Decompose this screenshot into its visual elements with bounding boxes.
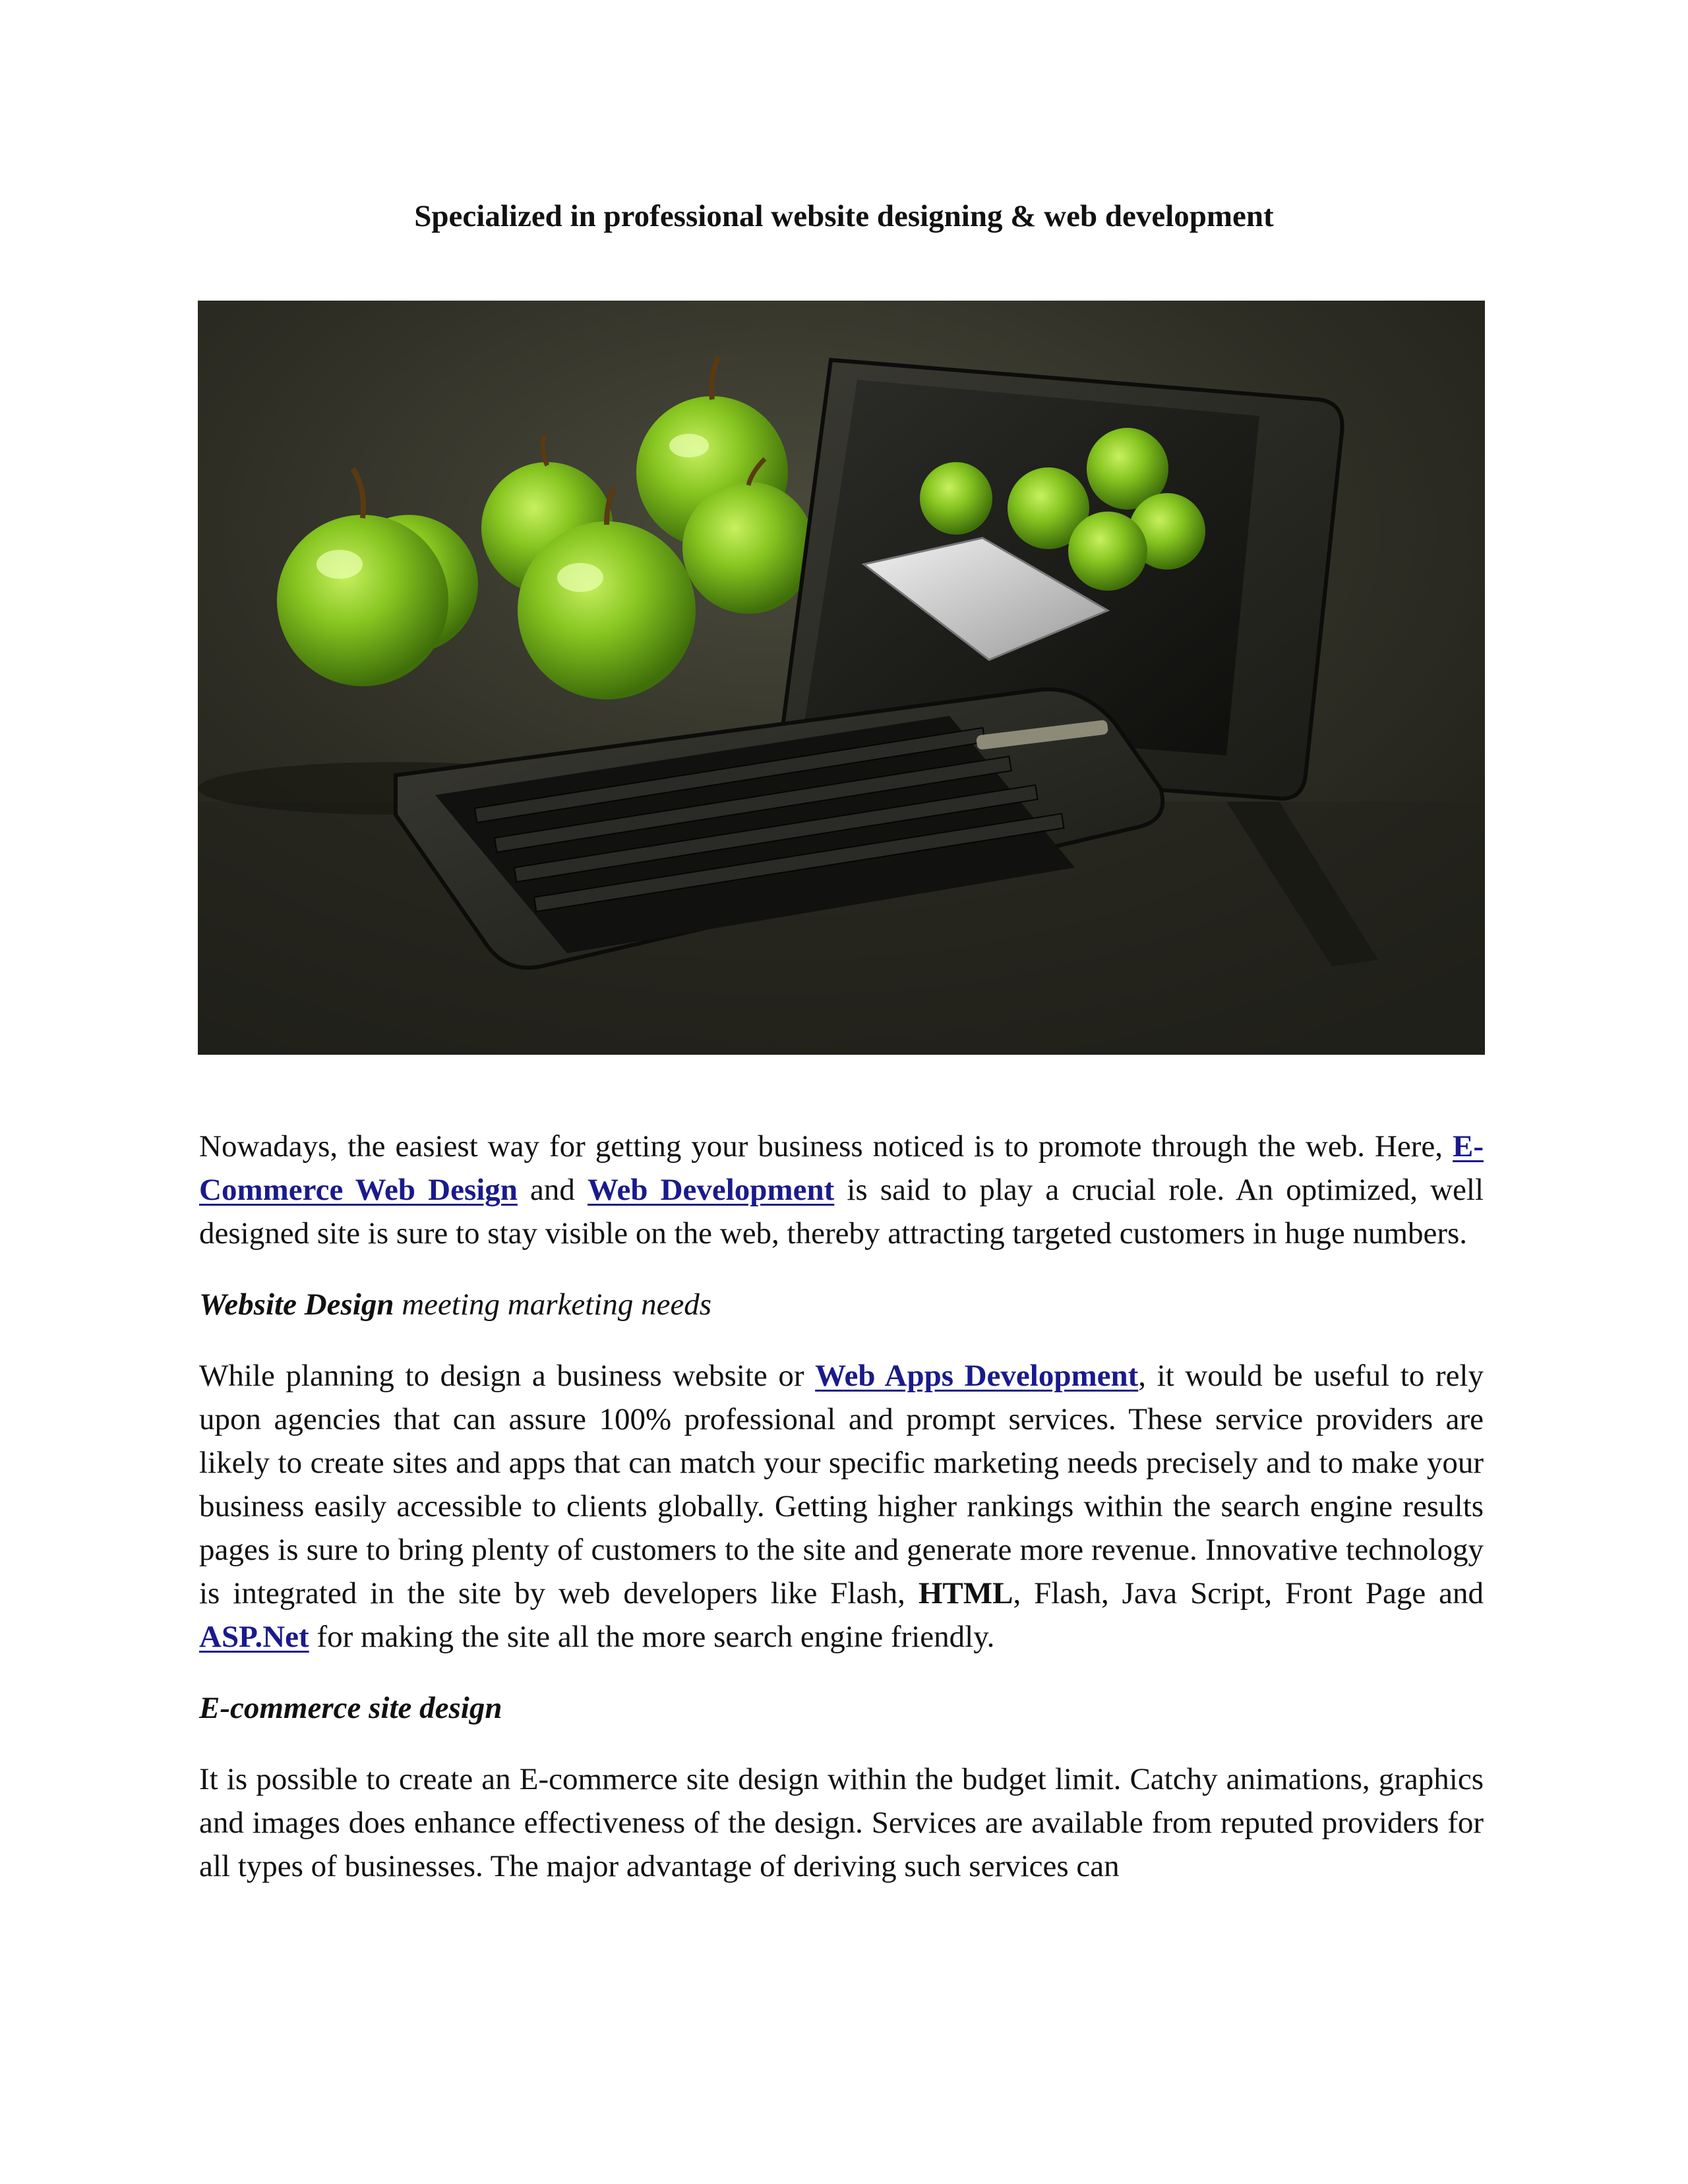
laptop-keyboard-apples-photo-icon bbox=[198, 301, 1485, 1055]
section-heading-bold: Website Design bbox=[199, 1287, 394, 1322]
design-text-1: While planning to design a business website or bbox=[199, 1359, 816, 1393]
ecommerce-paragraph: It is possible to create an E-commerce site design within the budget limit. Catchy animations, graphics and images does enhance effectiveness of the design. Services are available from reputed providers for all types of businesses. The major advantage of deriving such services can bbox=[199, 1762, 1484, 1883]
intro-text-2: and bbox=[517, 1173, 588, 1207]
section-heading-rest: meeting marketing needs bbox=[394, 1287, 712, 1322]
section-heading-ecommerce bbox=[199, 1686, 1484, 1730]
web-apps-development-link[interactable]: Web Apps Development bbox=[815, 1359, 1139, 1393]
section-heading-website-design bbox=[199, 1283, 1484, 1326]
page-title: Specialized in professional website designing & web development bbox=[414, 199, 1274, 233]
web-development-link[interactable]: Web Development bbox=[588, 1173, 835, 1207]
html-keyword: HTML bbox=[918, 1576, 1013, 1610]
asp-net-link[interactable]: ASP.Net bbox=[199, 1620, 309, 1654]
article-body bbox=[199, 1125, 1484, 1916]
ecommerce-heading-bold: E-commerce site design bbox=[199, 1691, 502, 1725]
hero-image bbox=[198, 301, 1485, 1055]
website-design-paragraph bbox=[199, 1354, 1484, 1659]
design-text-3: , Flash, Java Script, Front Page and bbox=[1013, 1576, 1484, 1610]
ecommerce-web-design-link[interactable]: E-Commerce Web Design bbox=[199, 1129, 1484, 1207]
intro-text-3: is said to play a crucial role. An optimized, well designed site is sure to stay visible on the web, thereby attracting targeted customers in huge numbers. bbox=[199, 1173, 1484, 1251]
design-text-4: for making the site all the more search engine friendly. bbox=[309, 1620, 995, 1654]
intro-text-1: Nowadays, the easiest way for getting your business noticed is to promote through the web. Here, bbox=[199, 1129, 1453, 1164]
design-text-2: , it would be useful to rely upon agencies that can assure 100% professional and prompt services. These service providers are likely to create sites and apps that can match your specific marketing needs precisely and to make your business easily accessible to clients globally. Getting higher rankings within the search engine results pages is sure to bring plenty of customers to the site and generate more revenue. Innovative technology is integrated in the site by web developers like Flash, bbox=[199, 1359, 1484, 1610]
intro-paragraph bbox=[199, 1125, 1484, 1255]
